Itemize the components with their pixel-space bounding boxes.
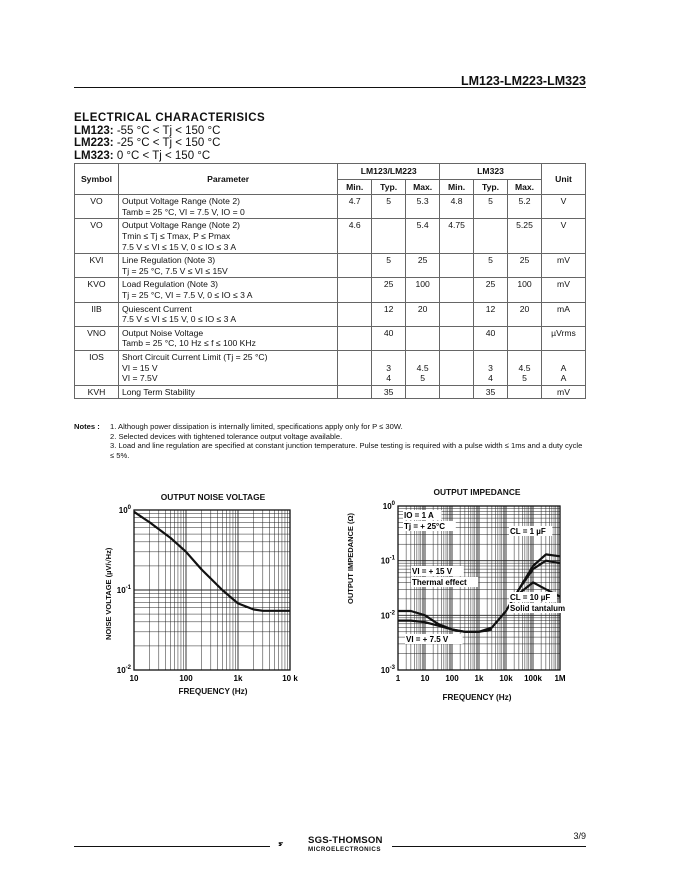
- table-row: [75, 326, 586, 350]
- x-tick-label: 1M: [554, 674, 566, 683]
- typ-cell: 5: [372, 195, 406, 219]
- min-cell: [338, 254, 372, 278]
- footer-rule-left: [74, 846, 270, 847]
- parameter-line: Tamb = 25 °C, VI = 7.5 V, IO = 0: [121, 206, 245, 217]
- parameter-line: Tmin ≤ Tj ≤ Tmax, P ≤ Pmax: [121, 230, 231, 241]
- table-row: [75, 385, 586, 399]
- chart-annotation: Thermal effect: [412, 578, 467, 587]
- parameter-line: Load Regulation (Note 3): [121, 279, 218, 290]
- document-header-title: LM123-LM223-LM323: [460, 74, 586, 88]
- col-typ: Typ.: [372, 179, 406, 195]
- typ-cell: 12: [372, 302, 406, 326]
- table-row: [75, 219, 586, 254]
- col-typ: Typ.: [474, 179, 508, 195]
- min-cell: 4.6: [338, 219, 372, 254]
- symbol-cell: IIB: [75, 302, 119, 326]
- table-row: [75, 195, 586, 219]
- max-cell: 5.4: [406, 219, 440, 254]
- max-cell: 5.2: [508, 195, 542, 219]
- parameter-cell: [118, 278, 337, 302]
- col-group-lm323: LM323: [440, 164, 542, 180]
- symbol-cell: IOS: [75, 350, 119, 385]
- chart-annotation: CL = 10 µF: [510, 593, 551, 602]
- chart-annotation: Tj = + 25°C: [404, 522, 445, 531]
- noise-voltage-chart: [110, 500, 310, 685]
- typ-cell: 5: [372, 254, 406, 278]
- unit-cell: mA: [541, 302, 585, 326]
- max-cell: [508, 385, 542, 399]
- electrical-characteristics-table: [74, 163, 586, 399]
- table-row: [75, 254, 586, 278]
- chart-annotation: VI = + 7.5 V: [406, 635, 449, 644]
- chart-annotation: CL = 1 µF: [510, 527, 546, 536]
- x-tick-label: 1: [395, 674, 401, 683]
- x-tick-label: 10k: [499, 674, 513, 683]
- max-cell: 4.5 5: [406, 350, 440, 385]
- unit-cell: µVrms: [541, 326, 585, 350]
- min-cell: [440, 254, 474, 278]
- st-logo-icon: [278, 833, 304, 855]
- parameter-line: VI = 7.5V: [121, 373, 158, 384]
- max-cell: 100: [508, 278, 542, 302]
- page-number: 3/9: [573, 831, 586, 841]
- unit-cell: A A: [541, 350, 585, 385]
- unit-cell: mV: [541, 254, 585, 278]
- typ-cell: 40: [474, 326, 508, 350]
- min-cell: 4.7: [338, 195, 372, 219]
- typ-cell: 40: [372, 326, 406, 350]
- parameter-line: Output Voltage Range (Note 2): [121, 220, 240, 231]
- parameter-line: Quiescent Current: [121, 303, 192, 314]
- x-tick-label: 10: [129, 674, 139, 683]
- symbol-cell: KVO: [75, 278, 119, 302]
- noise-chart-title: OUTPUT NOISE VOLTAGE: [160, 492, 266, 502]
- unit-cell: V: [541, 195, 585, 219]
- parameter-line: 7.5 V ≤ VI ≤ 15 V, 0 ≤ IO ≤ 3 A: [121, 241, 237, 252]
- max-cell: [406, 385, 440, 399]
- typ-cell: 35: [372, 385, 406, 399]
- y-tick-label: $10^{-1}$: [380, 555, 395, 566]
- parameter-line: Tj = 25 °C, 7.5 V ≤ VI ≤ 15V: [121, 265, 228, 276]
- parameter-line: Output Noise Voltage: [121, 327, 204, 338]
- impedance-chart-ylabel: OUTPUT IMPEDANCE (Ω): [346, 512, 355, 604]
- range-lm223: LM223: -25 °C < Tj < 150 °C: [74, 137, 221, 149]
- logo-text: SGS-THOMSON: [308, 835, 383, 846]
- typ-cell: [474, 219, 508, 254]
- typ-cell: 5: [474, 254, 508, 278]
- section-header: [74, 112, 265, 162]
- symbol-cell: VO: [75, 195, 119, 219]
- y-tick-label: $10^0$: [118, 505, 131, 515]
- max-cell: 25: [406, 254, 440, 278]
- max-cell: 5.3: [406, 195, 440, 219]
- min-cell: [338, 385, 372, 399]
- col-min: Min.: [440, 179, 474, 195]
- parameter-cell: [118, 219, 337, 254]
- parameter-cell: [118, 254, 337, 278]
- noise-chart-ylabel: NOISE VOLTAGE (µV/√Hz): [104, 547, 113, 640]
- col-max: Max.: [508, 179, 542, 195]
- notes-label: Notes :: [74, 422, 100, 431]
- parameter-line: Long Term Stability: [121, 386, 195, 397]
- max-cell: 20: [406, 302, 440, 326]
- col-parameter: Parameter: [118, 164, 337, 195]
- typ-cell: 25: [474, 278, 508, 302]
- notes: [74, 422, 586, 460]
- parameter-cell: [118, 385, 337, 399]
- section-title: ELECTRICAL CHARACTERISICS: [74, 112, 266, 124]
- chart-annotation: IO = 1 A: [404, 511, 434, 520]
- parameter-line: 7.5 V ≤ VI ≤ 15 V, 0 ≤ IO ≤ 3 A: [121, 314, 237, 325]
- col-symbol: Symbol: [75, 164, 119, 195]
- chart-annotation: VI = + 15 V: [412, 567, 453, 576]
- max-cell: 4.5 5: [508, 350, 542, 385]
- parameter-cell: [118, 326, 337, 350]
- y-tick-label: $10^{-2}$: [380, 610, 395, 621]
- max-cell: 20: [508, 302, 542, 326]
- min-cell: [338, 350, 372, 385]
- grid: [134, 510, 290, 670]
- typ-cell: 25: [372, 278, 406, 302]
- max-cell: 25: [508, 254, 542, 278]
- range-lm123: LM123: -55 °C < Tj < 150 °C: [74, 124, 221, 137]
- noise-chart-xlabel: FREQUENCY (Hz): [178, 687, 248, 696]
- series-line-0: [134, 512, 290, 611]
- typ-cell: 5: [474, 195, 508, 219]
- parameter-line: Output Voltage Range (Note 2): [121, 196, 240, 207]
- min-cell: [440, 278, 474, 302]
- unit-cell: mV: [541, 385, 585, 399]
- max-cell: [508, 326, 542, 350]
- range-lm323: LM323: 0 °C < Tj < 150 °C: [74, 149, 211, 162]
- min-cell: 4.75: [440, 219, 474, 254]
- impedance-chart-title: OUTPUT IMPEDANCE: [433, 487, 521, 497]
- col-max: Max.: [406, 179, 440, 195]
- unit-cell: mV: [541, 278, 585, 302]
- header-rule: [74, 87, 586, 88]
- x-tick-label: 100k: [524, 674, 542, 683]
- symbol-cell: VNO: [75, 326, 119, 350]
- typ-cell: [372, 219, 406, 254]
- typ-cell: 3 4: [372, 350, 406, 385]
- table-row: [75, 302, 586, 326]
- typ-cell: 12: [474, 302, 508, 326]
- min-cell: [440, 326, 474, 350]
- x-tick-label: 10 k: [282, 674, 298, 683]
- min-cell: [440, 385, 474, 399]
- max-cell: 100: [406, 278, 440, 302]
- typ-cell: 35: [474, 385, 508, 399]
- y-tick-label: $10^{-2}$: [116, 665, 131, 675]
- note-2: 2. Selected devices with tightened tolerance output voltage available.: [110, 431, 343, 441]
- impedance-chart-xlabel: FREQUENCY (Hz): [442, 693, 512, 702]
- parameter-cell: [118, 195, 337, 219]
- table-row: [75, 278, 586, 302]
- x-tick-label: 100: [179, 674, 193, 683]
- col-min: Min.: [338, 179, 372, 195]
- chart-annotation: Solid tantalum: [510, 604, 566, 613]
- note-1: 1. Although power dissipation is internally limited, specifications apply only for P ≤ 30W.: [110, 422, 403, 431]
- unit-cell: V: [541, 219, 585, 254]
- footer-rule-right: [392, 846, 586, 847]
- max-cell: [406, 326, 440, 350]
- symbol-cell: VO: [75, 219, 119, 254]
- parameter-cell: [118, 302, 337, 326]
- y-tick-label: $10^0$: [382, 501, 395, 511]
- logo-subtext: MICROELECTRONICS: [308, 846, 381, 853]
- note-3: 3. Load and line regulation are specified at constant junction temperature. Pulse testing is required with a pulse width ≤ 1ms and a duty cycle ≤ 5%.: [110, 441, 583, 460]
- x-tick-label: 10: [420, 674, 430, 683]
- symbol-cell: KVH: [75, 385, 119, 399]
- min-cell: [338, 278, 372, 302]
- parameter-line: Line Regulation (Note 3): [121, 255, 216, 266]
- parameter-line: Short Circuit Current Limit (Tj = 25 °C): [121, 351, 268, 362]
- min-cell: 4.8: [440, 195, 474, 219]
- parameter-line: Tamb = 25 °C, 10 Hz ≤ f ≤ 100 KHz: [121, 338, 256, 349]
- min-cell: [338, 302, 372, 326]
- min-cell: [338, 326, 372, 350]
- parameter-line: VI = 15 V: [121, 362, 158, 373]
- min-cell: [440, 302, 474, 326]
- x-tick-label: 100: [445, 674, 459, 683]
- col-group-lm123-lm223: LM123/LM223: [338, 164, 440, 180]
- table-row: [75, 350, 586, 385]
- parameter-cell: [118, 350, 337, 385]
- typ-cell: 3 4: [474, 350, 508, 385]
- max-cell: 5.25: [508, 219, 542, 254]
- symbol-cell: KVI: [75, 254, 119, 278]
- y-tick-label: $10^{-3}$: [380, 665, 395, 675]
- parameter-line: Tj = 25 °C, VI = 7.5 V, 0 ≤ IO ≤ 3 A: [121, 289, 253, 300]
- col-unit: Unit: [541, 164, 585, 195]
- output-impedance-chart: [360, 494, 575, 686]
- y-tick-label: $10^{-1}$: [116, 585, 131, 595]
- x-tick-label: 1k: [474, 674, 484, 683]
- x-tick-label: 1k: [233, 674, 243, 683]
- min-cell: [440, 350, 474, 385]
